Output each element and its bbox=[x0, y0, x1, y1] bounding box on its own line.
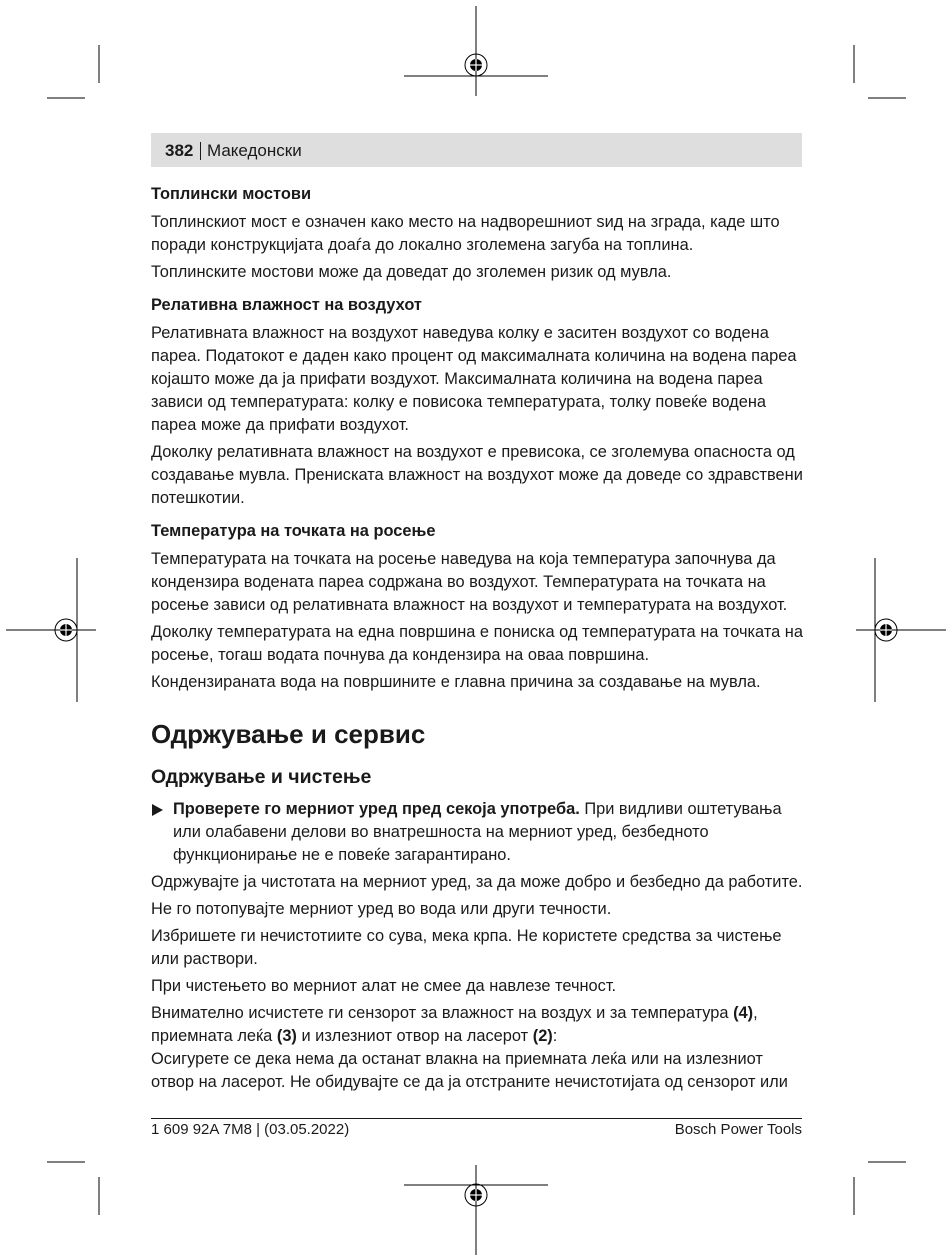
heading-dew-point: Температура на точката на росење bbox=[151, 522, 436, 540]
paragraph: Избришете ги нечистотиите со сува, мека крпа. Не користете средства за чистење или раствори. bbox=[151, 927, 782, 968]
paragraph: Топлинските мостови може да доведат до зголемен ризик од мувла. bbox=[151, 263, 672, 281]
header-divider bbox=[200, 142, 201, 160]
ref-number: (4) bbox=[733, 1004, 754, 1022]
heading-thermal-bridges: Топлински мостови bbox=[151, 185, 312, 203]
heading-relative-humidity: Релативна влажност на воздухот bbox=[151, 296, 422, 314]
page-content bbox=[151, 183, 806, 1098]
paragraph-sensor-cleaning bbox=[151, 1002, 806, 1048]
paragraph: Одржувајте ја чистотата на мерниот уред, за да може добро и безбедно да работите. bbox=[151, 873, 803, 891]
text: : bbox=[552, 1027, 558, 1045]
bullet-triangle-icon bbox=[152, 804, 163, 816]
warning-bullet bbox=[151, 798, 806, 867]
text: Внимателно исчистете ги сензорот за влажност на воздух и за температура bbox=[151, 1004, 734, 1022]
footer-doc-number: 1 609 92A 7M8 | (03.05.2022) bbox=[151, 1121, 350, 1138]
ref-number: (2) bbox=[532, 1027, 553, 1045]
paragraph: Температурата на точката на росење наведува на која температура започнува да кондензира водената пареа содржана во воздухот. Температурата на точката на росење зависи од релативната влажност на воздухот и температурата на воздухот. bbox=[151, 550, 788, 614]
paragraph: Релативната влажност на воздухот наведува колку е заситен воздухот со водена пареа. Податокот е даден како процент од максималната количина на водена пареа којашто може да ја прифати воздухот. Максималната количина на водена пареа зависи од температурата: колку е повисока температурата, толку повеќе водена пареа може да прифати воздухот. bbox=[151, 324, 797, 434]
header-language: Македонски bbox=[207, 141, 302, 160]
section-title-maintenance: Одржување и сервис bbox=[151, 719, 426, 749]
text: , приемната леќа bbox=[151, 1004, 758, 1045]
paragraph: Доколку температурата на една површина е пониска од температурата на точката на росење, тогаш водата почнува да кондензира на оваа површина. bbox=[151, 623, 803, 664]
paragraph: Топлинскиот мост е означен како место на надворешниот ѕид на зграда, каде што поради конструкцијата доаѓа до локално зголемена загуба на топлина. bbox=[151, 213, 780, 254]
bullet-bold-text: Проверете го мерниот уред пред секоја употреба. bbox=[173, 800, 580, 818]
text: и излезниот отвор на ласерот bbox=[296, 1027, 533, 1045]
page-header bbox=[151, 133, 802, 167]
paragraph: Не го потопувајте мерниот уред во вода или други течности. bbox=[151, 900, 612, 918]
paragraph: При чистењето во мерниот алат не смее да навлезе течност. bbox=[151, 977, 617, 995]
bullet-text: При видливи оштетувања или олабавени делови во внатрешноста на мерниот уред, безбедното функционирање не е повеќе загарантирано. bbox=[173, 800, 782, 864]
subsection-title-cleaning: Одржување и чистење bbox=[151, 766, 372, 788]
page-number: 382 bbox=[165, 141, 194, 160]
footer-rule bbox=[151, 1118, 802, 1119]
ref-number: (3) bbox=[276, 1027, 297, 1045]
footer-brand: Bosch Power Tools bbox=[674, 1121, 802, 1138]
paragraph: Осигурете се дека нема да останат влакна на приемната леќа или на излезниот отвор на ласерот. Не обидувајте се да ја отстраните нечистотијата од сензорот или bbox=[151, 1050, 788, 1091]
paragraph: Кондензираната вода на површините е главна причина за создавање на мувла. bbox=[151, 673, 761, 691]
paragraph: Доколку релативната влажност на воздухот е превисока, се зголемува опасноста од создавање мувла. Прениската влажност на воздухот може да доведе со здравствени потешкотии. bbox=[151, 443, 803, 507]
